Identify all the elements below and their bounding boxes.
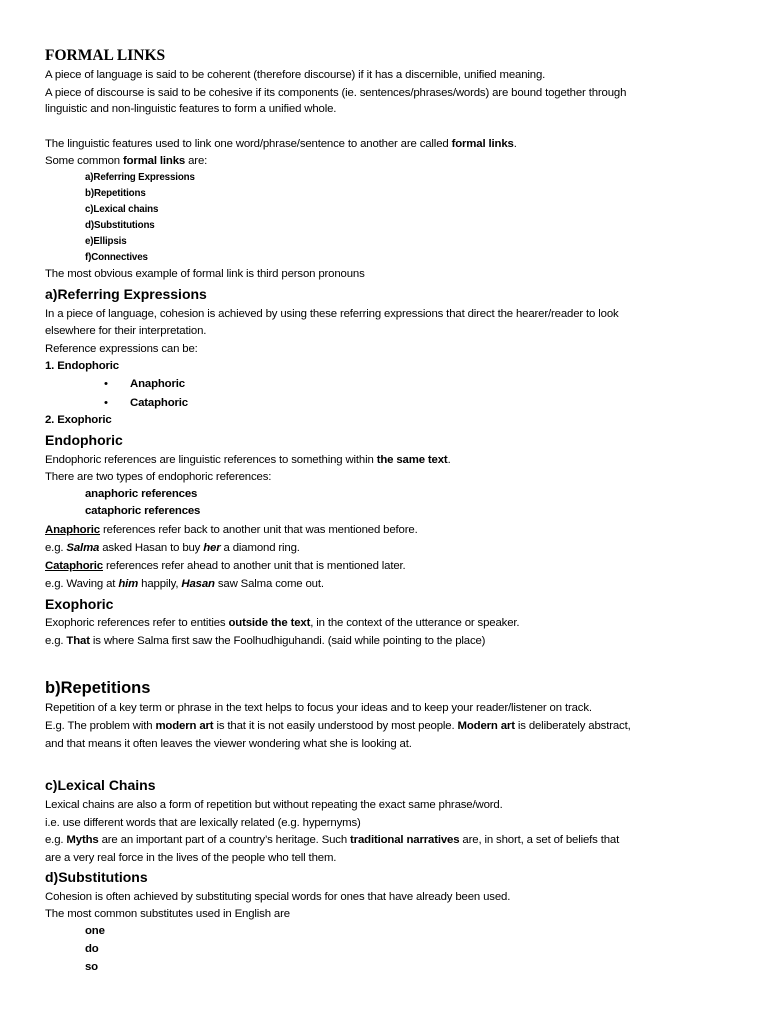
term: outside the text: [228, 617, 311, 629]
term: the same text: [376, 454, 448, 466]
paragraph-line: There are two types of endophoric references:: [45, 471, 272, 483]
features-line: The linguistic features used to link one word/phrase/sentence to another are called formal links.: [45, 138, 517, 150]
bullet-icon: •: [104, 397, 108, 409]
term: traditional narratives: [350, 834, 460, 846]
paragraph-line: Cohesion is often achieved by substituting special words for ones that have already been used.: [45, 891, 511, 903]
list-item: e)Ellipsis: [85, 236, 127, 247]
substitute-item: one: [85, 925, 105, 937]
paragraph-line: are a very real force in the lives of the people who tell them.: [45, 852, 337, 864]
numbered-item: 1. Endophoric: [45, 360, 119, 372]
paragraph-line: Exophoric references refer to entities outside the text, in the context of the utterance or speaker.: [45, 617, 520, 629]
example-line: e.g. Salma asked Hasan to buy her a diamond ring.: [45, 542, 300, 554]
page-title: FORMAL LINKS: [45, 47, 166, 64]
list-item: d)Substitutions: [85, 220, 155, 231]
term: modern art: [155, 720, 214, 732]
paragraph-line: Lexical chains are also a form of repetition but without repeating the exact same phrase/word.: [45, 799, 503, 811]
list-item: c)Lexical chains: [85, 204, 159, 215]
paragraph-line: i.e. use different words that are lexically related (e.g. hypernyms): [45, 817, 361, 829]
term: formal links: [122, 155, 186, 167]
type-item: anaphoric references: [85, 488, 198, 500]
term: Modern art: [457, 720, 515, 732]
term: formal links: [451, 138, 514, 150]
bullet-item: • Anaphoric: [104, 378, 185, 390]
example-line: E.g. The problem with modern art is that it is not easily understood by most people. Modern art is deliberately abstract,: [45, 720, 631, 732]
section-heading-exophoric: Exophoric: [45, 596, 114, 612]
bullet-icon: •: [104, 378, 108, 390]
substitute-item: do: [85, 943, 99, 955]
example-line: e.g. Myths are an important part of a country’s heritage. Such traditional narratives are, in short, a set of beliefs that: [45, 834, 620, 846]
list-item: f)Connectives: [85, 252, 148, 263]
section-heading-referring: a)Referring Expressions: [45, 286, 207, 302]
obvious-line: The most obvious example of formal link is third person pronouns: [45, 268, 365, 280]
paragraph-line: The most common substitutes used in English are: [45, 908, 290, 920]
paragraph-line: Repetition of a key term or phrase in the text helps to focus your ideas and to keep your reader/listener on track.: [45, 702, 592, 714]
term: Myths: [66, 834, 99, 846]
paragraph-line: Reference expressions can be:: [45, 343, 198, 355]
section-heading-substitutions: d)Substitutions: [45, 869, 148, 885]
paragraph-line: and that means it often leaves the viewer wondering what she is looking at.: [45, 738, 412, 750]
paragraph-line: Anaphoric references refer back to another unit that was mentioned before.: [45, 524, 418, 536]
section-heading-endophoric: Endophoric: [45, 432, 123, 448]
intro-line: A piece of language is said to be coherent (therefore discourse) if it has a discernible, unified meaning.: [45, 69, 546, 81]
intro-line: linguistic and non-linguistic features to form a unified whole.: [45, 103, 337, 115]
example-line: e.g. That is where Salma first saw the Foolhudhiguhandi. (said while pointing to the place): [45, 635, 486, 647]
common-line: Some common formal links are:: [45, 155, 208, 167]
paragraph-line: In a piece of language, cohesion is achieved by using these referring expressions that direct the hearer/reader to look: [45, 308, 619, 320]
paragraph-line: Endophoric references are linguistic references to something within the same text.: [45, 454, 451, 466]
example-line: e.g. Waving at him happily, Hasan saw Salma come out.: [45, 578, 324, 590]
intro-line: A piece of discourse is said to be cohesive if its components (ie. sentences/phrases/words) are bound together through: [45, 87, 627, 99]
bullet-item: • Cataphoric: [104, 397, 188, 409]
term: Cataphoric: [45, 560, 103, 572]
paragraph-line: Cataphoric references refer ahead to another unit that is mentioned later.: [45, 560, 406, 572]
substitute-item: so: [85, 961, 98, 973]
section-heading-lexical-chains: c)Lexical Chains: [45, 777, 156, 793]
term: That: [66, 635, 90, 647]
list-item: a)Referring Expressions: [85, 172, 195, 183]
paragraph-line: elsewhere for their interpretation.: [45, 325, 207, 337]
numbered-item: 2. Exophoric: [45, 414, 112, 426]
section-heading-repetitions: b)Repetitions: [45, 679, 151, 697]
type-item: cataphoric references: [85, 505, 201, 517]
list-item: b)Repetitions: [85, 188, 146, 199]
term: Anaphoric: [45, 524, 100, 536]
